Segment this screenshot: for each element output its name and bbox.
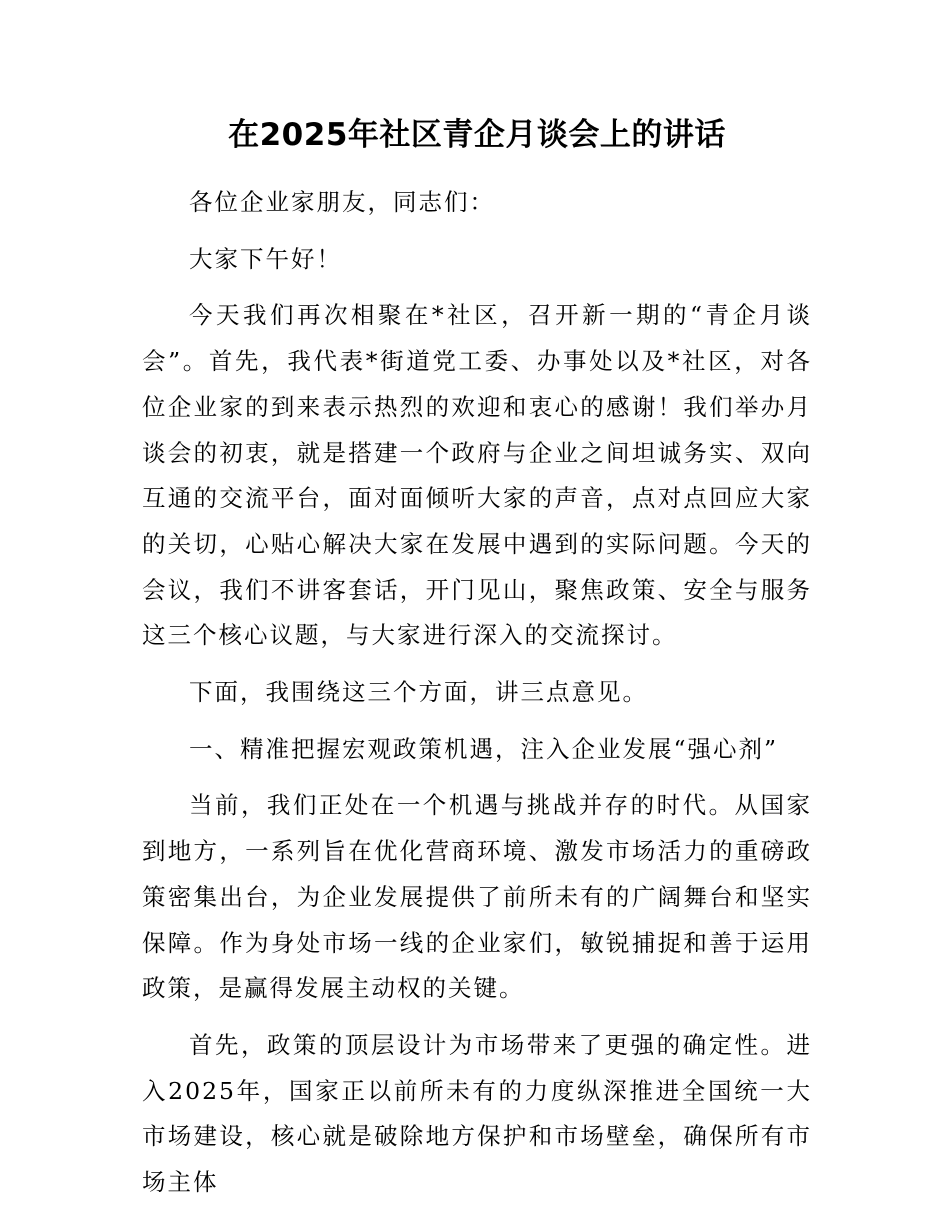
paragraph-intro: 今天我们再次相聚在*社区，召开新一期的“青企月谈会”。首先，我代表*街道党工委、办事处以及*社区，对各位企业家的到来表示热烈的欢迎和衷心的感谢！我们举办月谈会的初衷，就是搭建一个政府与企业之间坦诚务实、双向互通的交流平台，面对面倾听大家的声音，点对点回应大家的关切，心贴心解决大家在发展中遇到的实际问题。今天的会议，我们不讲客套话，开门见山，聚焦政策、安全与服务这三个核心议题，与大家进行深入的交流探讨。 [142,301,812,650]
page-title: 在2025年社区青企月谈会上的讲话 [228,117,726,153]
section-heading-1: 一、精准把握宏观政策机遇，注入企业发展“强心剂” [189,734,779,763]
paragraph-context: 当前，我们正处在一个机遇与挑战并存的时代。从国家到地方，一系列旨在优化营商环境、激发市场活力的重磅政策密集出台，为企业发展提供了前所未有的广阔舞台和坚实保障。作为身处市场一线的企业家们，敏锐捕捉和善于运用政策，是赢得发展主动权的关键。 [142,791,812,1003]
paragraph-policy: 首先，政策的顶层设计为市场带来了更强的确定性。进入2025年，国家正以前所未有的力度纵深推进全国统一大市场建设，核心就是破除地方保护和市场壁垒，确保所有市场主体 [142,1030,812,1197]
paragraph-outline: 下面，我围绕这三个方面，讲三点意见。 [189,678,648,707]
greeting: 各位企业家朋友，同志们： [189,188,495,216]
salutation: 大家下午好！ [189,244,342,273]
